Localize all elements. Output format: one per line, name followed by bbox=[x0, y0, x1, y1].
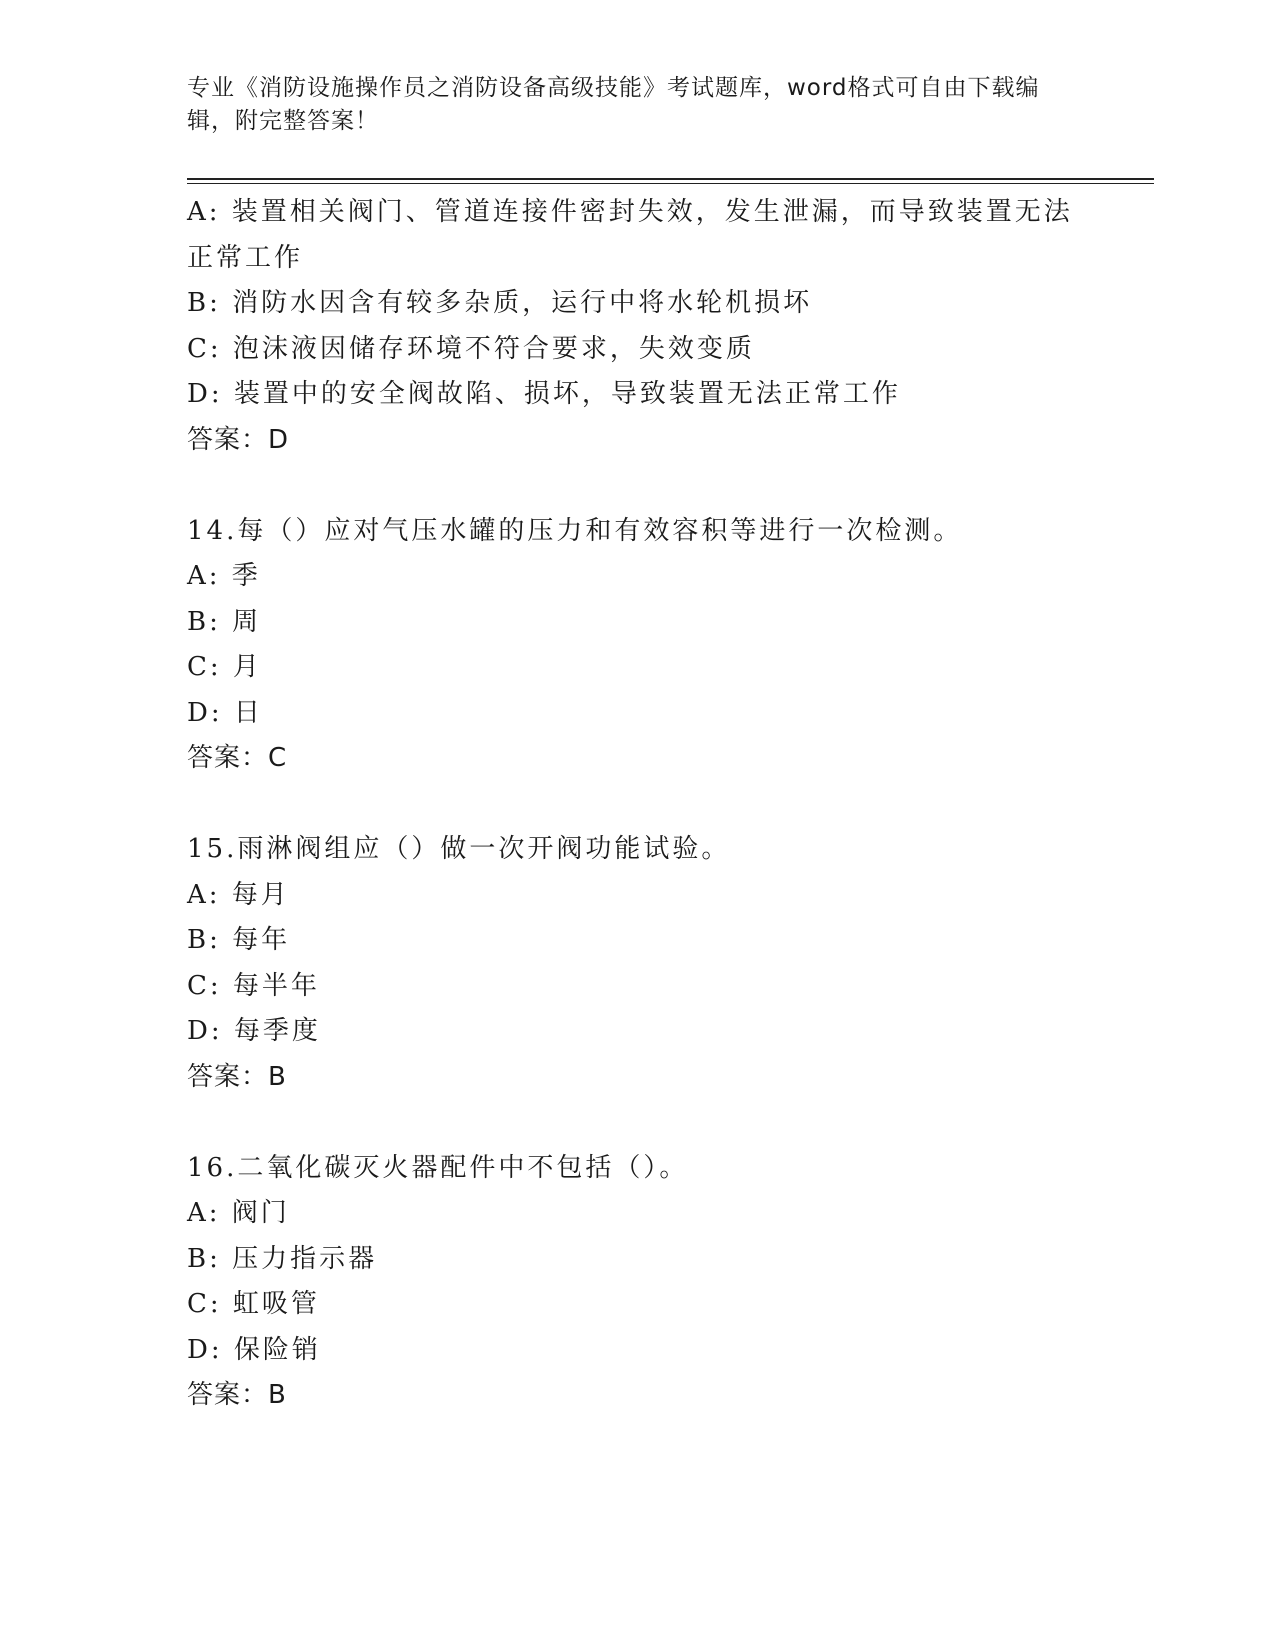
spacer bbox=[187, 463, 1087, 509]
option-c: C: 每半年 bbox=[187, 970, 320, 1001]
spacer bbox=[187, 1100, 1087, 1146]
question-14-block bbox=[187, 509, 1087, 782]
answer-line: 答案：C bbox=[187, 743, 288, 773]
question-16-block bbox=[187, 1146, 1087, 1419]
header-divider-thin bbox=[187, 183, 1154, 184]
question-text: 15.雨淋阀组应（）做一次开阀功能试验。 bbox=[187, 834, 731, 864]
option-a: A: 季 bbox=[187, 561, 261, 591]
option-d: D: 保险销 bbox=[187, 1334, 321, 1365]
option-b: B: 消防水因含有较多杂质，运行中将水轮机损坏 bbox=[187, 288, 813, 318]
option-d: D: 日 bbox=[187, 697, 263, 728]
option-c: C: 虹吸管 bbox=[187, 1289, 320, 1319]
question-list bbox=[187, 190, 1087, 1419]
question-text: 14.每（）应对气压水罐的压力和有效容积等进行一次检测。 bbox=[187, 515, 963, 546]
spacer bbox=[187, 782, 1087, 828]
option-d: D: 每季度 bbox=[187, 1016, 321, 1046]
option-c: C: 月 bbox=[187, 652, 262, 682]
question-15-block bbox=[187, 827, 1087, 1100]
option-b: B: 周 bbox=[187, 606, 262, 637]
option-a: A: 每月 bbox=[187, 879, 290, 910]
header-divider-thick bbox=[187, 178, 1154, 180]
answer-line: 答案：B bbox=[187, 1380, 287, 1410]
document-header: 专业《消防设施操作员之消防设备高级技能》考试题库，word格式可自由下载编辑，附完整答案！ bbox=[187, 75, 1040, 134]
question-text: 16.二氧化碳灭火器配件中不包括（）。 bbox=[187, 1152, 689, 1183]
option-b: B: 压力指示器 bbox=[187, 1243, 378, 1274]
option-d: D: 装置中的安全阀故陷、损坏，导致装置无法正常工作 bbox=[187, 379, 901, 409]
answer-line: 答案：D bbox=[187, 424, 290, 455]
question-13-block bbox=[187, 190, 1087, 463]
option-a: A: 装置相关阀门、管道连接件密封失效，发生泄漏，而导致装置无法正常工作 bbox=[187, 197, 1073, 273]
option-a: A: 阀门 bbox=[187, 1198, 290, 1228]
option-b: B: 每年 bbox=[187, 925, 291, 955]
answer-line: 答案：B bbox=[187, 1061, 287, 1092]
option-c: C: 泡沫液因储存环境不符合要求，失效变质 bbox=[187, 333, 755, 364]
